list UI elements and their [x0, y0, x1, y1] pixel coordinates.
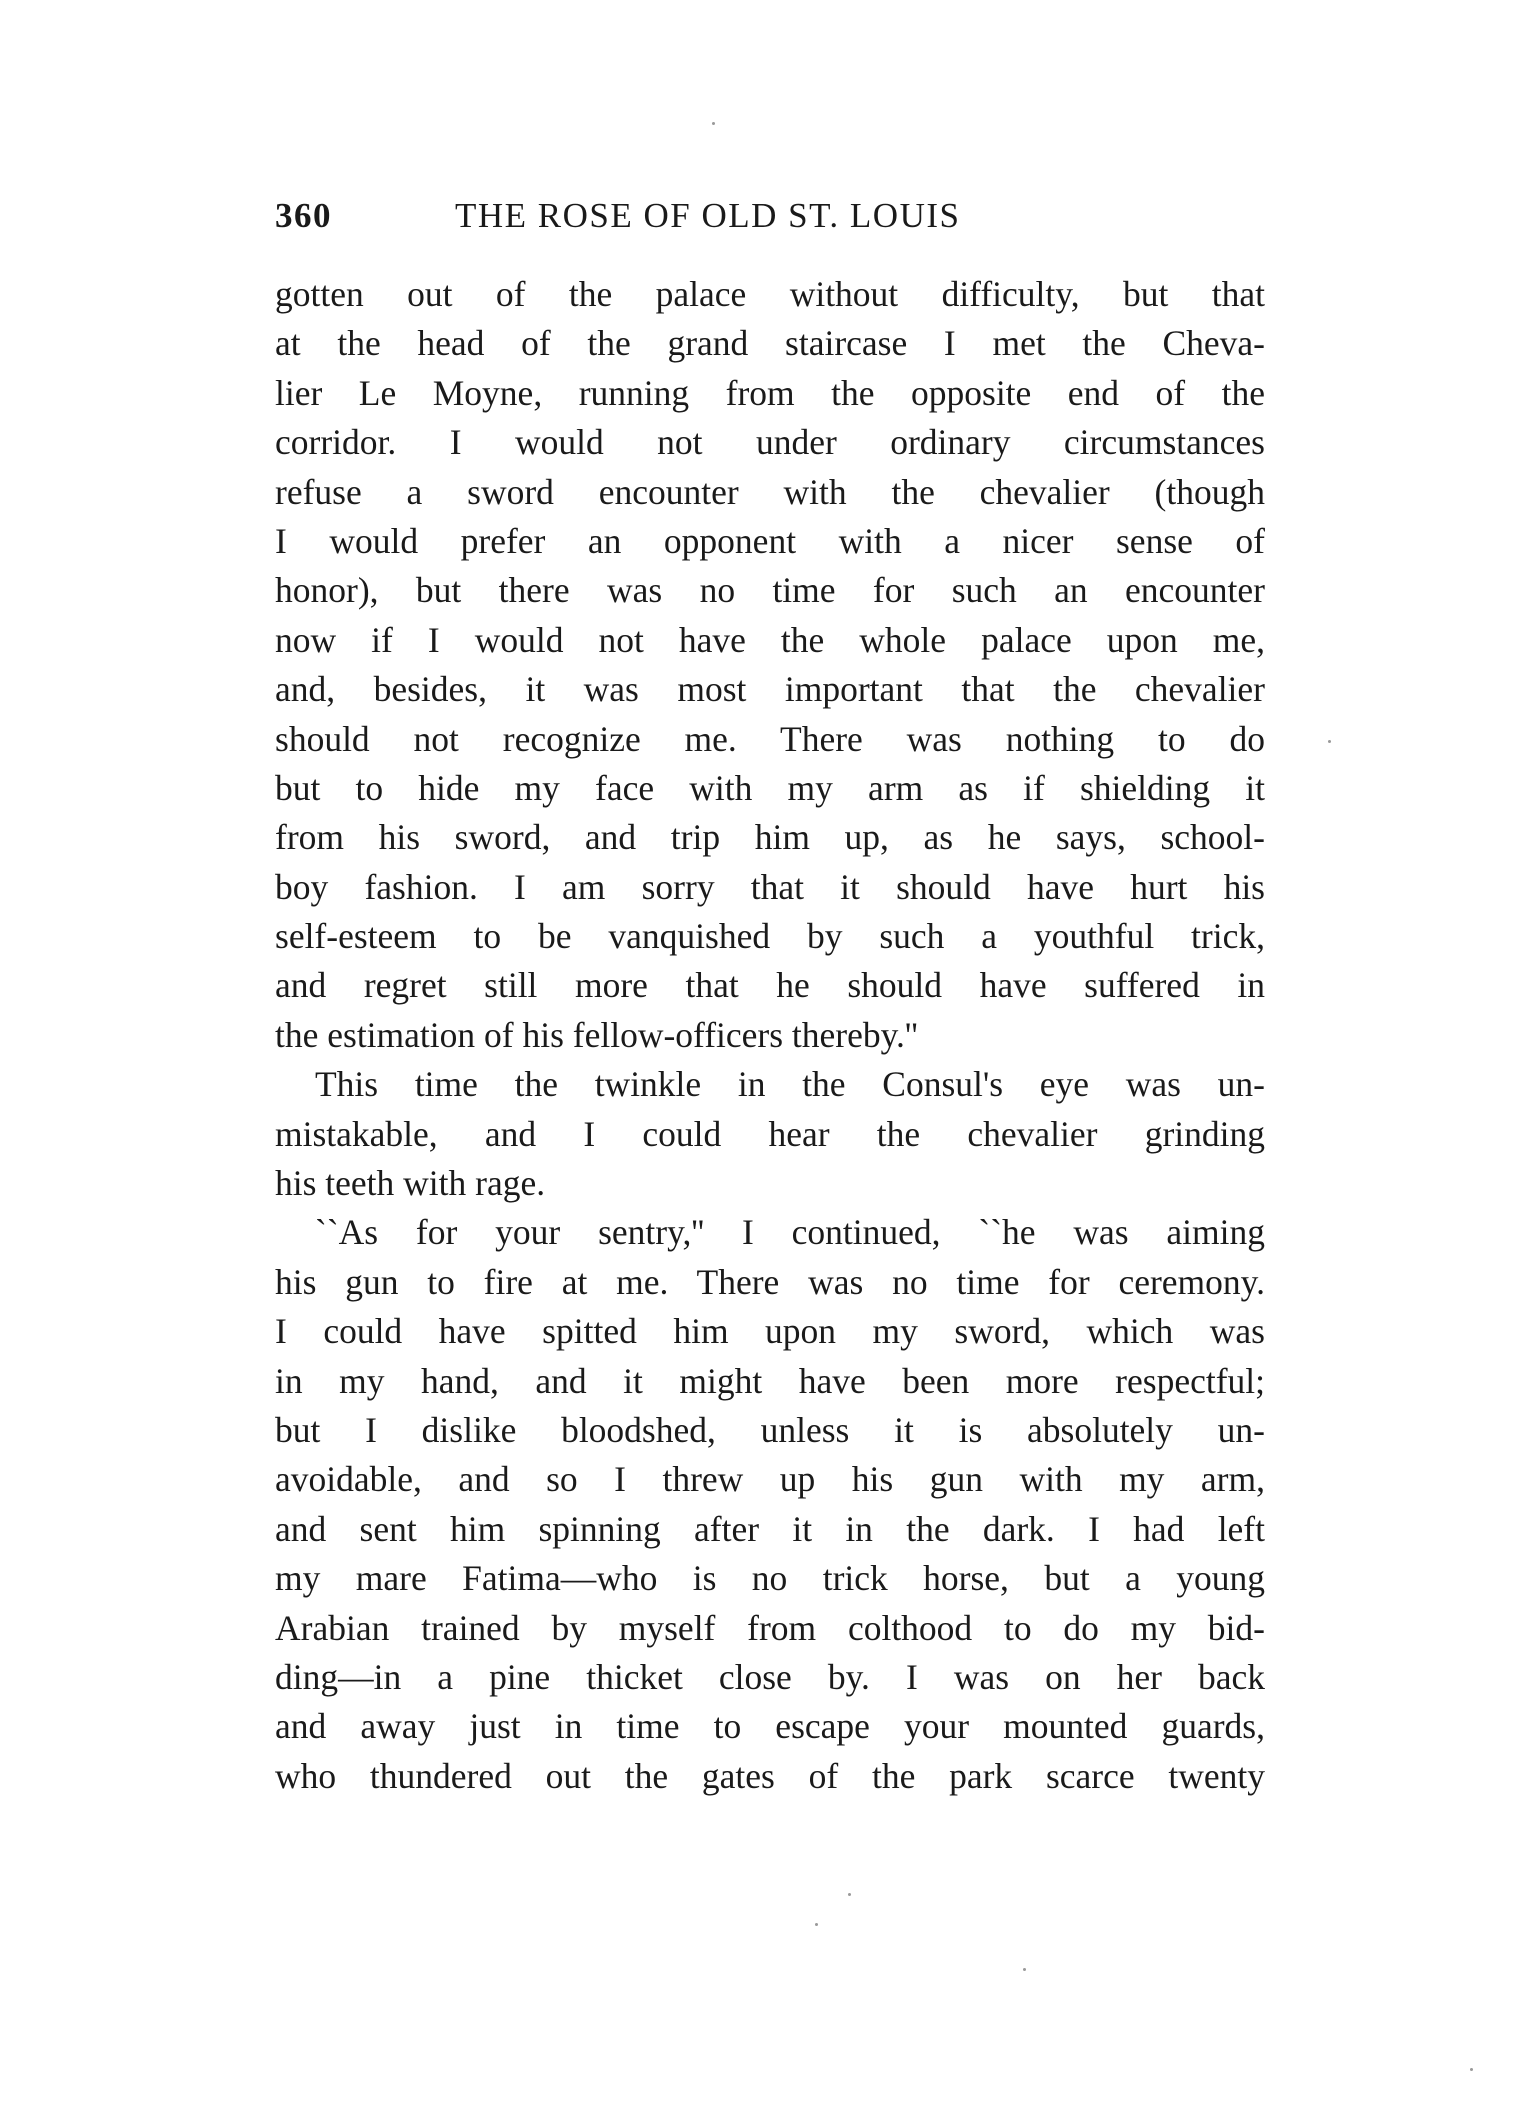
- text-line: ding—in a pine thicket close by. I was on her back: [275, 1656, 1265, 1697]
- scan-speck: [1023, 1968, 1026, 1971]
- text-line: from his sword, and trip him up, as he says, school-: [275, 817, 1265, 858]
- text-line: his gun to fire at me. There was no time for ceremony.: [275, 1261, 1265, 1302]
- running-header: [275, 192, 1265, 240]
- scan-speck: [712, 122, 715, 125]
- text-line: in my hand, and it might have been more respectful;: [275, 1360, 1265, 1401]
- text-line: ``As for your sentry,'' I continued, ``he was aiming: [315, 1212, 1265, 1253]
- text-line: honor), but there was no time for such an encounter: [275, 570, 1265, 611]
- paragraph-2: [275, 1060, 1265, 1208]
- scan-speck: [815, 1923, 818, 1926]
- text-line: now if I would not have the whole palace upon me,: [275, 619, 1265, 660]
- text-line: I would prefer an opponent with a nicer sense of: [275, 520, 1265, 561]
- text-line: self-esteem to be vanquished by such a youthful trick,: [275, 916, 1265, 957]
- text-line: and away just in time to escape your mounted guards,: [275, 1706, 1265, 1747]
- body-text: [275, 270, 1265, 1801]
- text-line: but I dislike bloodshed, unless it is absolutely un-: [275, 1409, 1265, 1450]
- page-number: 360: [275, 196, 332, 235]
- text-line: my mare Fatima—who is no trick horse, but a young: [275, 1558, 1265, 1599]
- paragraph-1: [275, 270, 1265, 1060]
- text-line: the estimation of his fellow-officers thereby.'': [275, 1014, 918, 1055]
- text-line: Arabian trained by myself from colthood to do my bid-: [275, 1607, 1265, 1648]
- running-title: THE ROSE OF OLD ST. LOUIS: [455, 196, 961, 235]
- text-line: corridor. I would not under ordinary circumstances: [275, 422, 1265, 463]
- scan-speck: [1328, 740, 1331, 743]
- text-line: at the head of the grand staircase I met the Cheva-: [275, 323, 1265, 364]
- text-line: but to hide my face with my arm as if shielding it: [275, 767, 1265, 808]
- paragraph-3: [275, 1208, 1265, 1801]
- text-line: who thundered out the gates of the park scarce twenty: [275, 1755, 1265, 1796]
- text-line: mistakable, and I could hear the chevalier grinding: [275, 1113, 1265, 1154]
- text-line: and, besides, it was most important that the chevalier: [275, 669, 1265, 710]
- text-line: avoidable, and so I threw up his gun with my arm,: [275, 1459, 1265, 1500]
- text-line: and sent him spinning after it in the dark. I had left: [275, 1508, 1265, 1549]
- text-line: and regret still more that he should have suffered in: [275, 965, 1265, 1006]
- text-line: boy fashion. I am sorry that it should have hurt his: [275, 866, 1265, 907]
- scan-speck: [1470, 2068, 1473, 2071]
- text-line: I could have spitted him upon my sword, which was: [275, 1311, 1265, 1352]
- scan-speck: [848, 1893, 851, 1896]
- text-line: his teeth with rage.: [275, 1163, 546, 1204]
- text-line: lier Le Moyne, running from the opposite end of the: [275, 372, 1265, 413]
- text-line: should not recognize me. There was nothing to do: [275, 718, 1265, 759]
- text-line: refuse a sword encounter with the chevalier (though: [275, 471, 1265, 512]
- text-line: This time the twinkle in the Consul's eye was un-: [315, 1064, 1265, 1105]
- text-line: gotten out of the palace without difficulty, but that: [275, 274, 1265, 314]
